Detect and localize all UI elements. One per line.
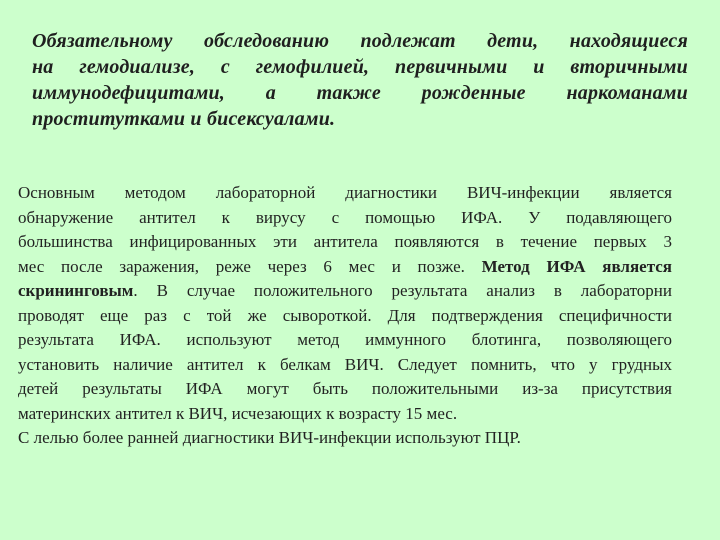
title-line-3: иммунодефицитами, а также рожденные наркоманами bbox=[32, 82, 688, 104]
body-line-11: С лелью более ранней диагностики ВИЧ-инфекции используют ПЦР. bbox=[18, 428, 521, 447]
body-line-3: большинства инфицированных эти антитела появляются в течение первых 3 bbox=[18, 232, 672, 251]
body-line-6: проводят еще раз с той же сывороткой. Для подтверждения специфичности bbox=[18, 305, 672, 325]
slide-body-text bbox=[18, 181, 672, 451]
body-line-5 bbox=[18, 279, 672, 304]
body-line-5-text: . В случае положительного результата анализ в лабораторни bbox=[133, 281, 672, 300]
title-line-1: Обязательному обследованию подлежат дети, находящиеся bbox=[32, 30, 688, 52]
body-line-1: Основным методом лабораторной диагностики ВИЧ-инфекции является bbox=[18, 183, 672, 202]
body-line-9: детей результаты ИФА могут быть положительными из-за присутствия bbox=[18, 379, 672, 398]
slide-title bbox=[32, 28, 688, 132]
body-line-4 bbox=[18, 255, 672, 280]
body-line-2: обнаружение антител к вирусу с помощью ИФА. У подавляющего bbox=[18, 207, 672, 227]
body-line-5-bold: скрининговым bbox=[18, 281, 134, 300]
title-line-2: на гемодиализе, с гемофилией, первичными и вторичными bbox=[32, 56, 688, 78]
body-line-7: результата ИФА. используют метод иммунного блотинга, позволяющего bbox=[18, 330, 672, 349]
body-line-8: установить наличие антител к белкам ВИЧ. Следует помнить, что у грудных bbox=[18, 354, 672, 374]
body-line-4-bold: Метод ИФА является bbox=[481, 256, 672, 276]
body-line-10: материнских антител к ВИЧ, исчезающих к возрасту 15 мес. bbox=[18, 403, 458, 423]
body-line-4-text: мес после заражения, реже через 6 мес и позже. bbox=[18, 256, 465, 276]
title-line-4: проститутками и бисексуалами. bbox=[32, 108, 336, 130]
